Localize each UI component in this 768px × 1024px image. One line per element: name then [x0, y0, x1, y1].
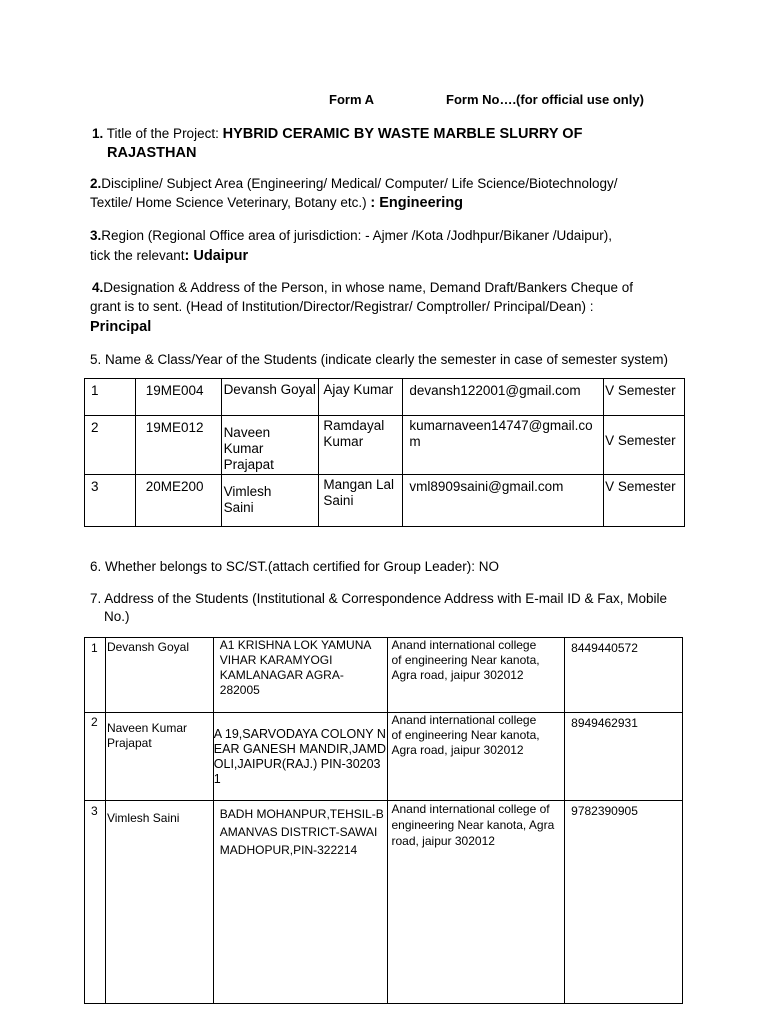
student-semester: V Semester [604, 416, 685, 475]
q4-line1: Designation & Address of the Person, in whose name, Demand Draft/Bankers Cheque of [103, 280, 634, 295]
student-sno: 2 [85, 416, 136, 475]
question-7: 7. Address of the Students (Institutional & Correspondence Address with E-mail ID & Fax, Mobile [90, 591, 668, 606]
student-name: Naveen Kumar Prajapat [221, 416, 319, 475]
addresses-table [84, 637, 683, 1004]
q4-line2: grant is to sent. (Head of Institution/Director/Registrar/ Comptroller/ Principal/Dean) : [90, 299, 594, 314]
q2-number: 2. [90, 176, 102, 191]
table-row [85, 475, 685, 527]
question-6: 6. Whether belongs to SC/ST.(attach certified for Group Leader): NO [90, 559, 499, 574]
form-number: Form No….(for official use only) [446, 92, 644, 107]
address-name: Naveen Kumar Prajapat [105, 713, 213, 801]
student-father: Mangan Lal Saini [319, 475, 403, 527]
question-7-line2: No.) [104, 609, 130, 624]
student-email: kumarnaveen14747@gmail.com [403, 416, 604, 475]
student-roll: 19ME012 [135, 416, 221, 475]
q1-value-line2: RAJASTHAN [107, 145, 197, 161]
student-sno: 3 [85, 475, 136, 527]
student-sno: 1 [85, 379, 136, 416]
address-name: Vimlesh Saini [105, 801, 213, 1004]
q2-value: : Engineering [370, 195, 464, 211]
address-college: Anand international college of engineering Near kanota, Agra road, jaipur 302012 [387, 638, 565, 713]
q1-label: Title of the Project: [106, 126, 219, 141]
student-roll: 20ME200 [135, 475, 221, 527]
address-name: Devansh Goyal [105, 638, 213, 713]
q3-line2: tick the relevant [90, 248, 185, 263]
q4-value: Principal [90, 319, 152, 335]
student-father: Ramdayal Kumar [319, 416, 403, 475]
address-home: A 19,SARVODAYA COLONY NEAR GANESH MANDIR,JAMDOLI,JAIPUR(RAJ.) PIN-302031 [213, 713, 387, 801]
question-1 [92, 124, 732, 144]
student-name: Devansh Goyal [221, 379, 319, 416]
address-college: Anand international college of engineering Near kanota, Agra road, jaipur 302012 [387, 801, 565, 1004]
student-semester: V Semester [604, 475, 685, 527]
table-row [85, 416, 685, 475]
form-label: Form A [329, 92, 375, 107]
address-mobile: 8449440572 [565, 638, 683, 713]
question-3 [90, 226, 750, 246]
table-row [85, 713, 683, 801]
q3-value: : Udaipur [184, 248, 249, 264]
q3-number: 3. [90, 228, 102, 243]
question-5: 5. Name & Class/Year of the Students (indicate clearly the semester in case of semester system) [90, 352, 669, 367]
students-table [84, 378, 685, 527]
student-email: devansh122001@gmail.com [403, 379, 604, 416]
student-semester: V Semester [604, 379, 685, 416]
student-father: Ajay Kumar [319, 379, 403, 416]
address-sno: 1 [85, 638, 106, 713]
q4-number: 4. [92, 280, 104, 295]
table-row [85, 801, 683, 1004]
student-name: Vimlesh Saini [221, 475, 319, 527]
q2-line2: Textile/ Home Science Veterinary, Botany etc.) [90, 195, 367, 210]
question-2-line2 [90, 193, 750, 213]
address-college: Anand international college of engineering Near kanota, Agra road, jaipur 302012 [387, 713, 565, 801]
q2-line1: Discipline/ Subject Area (Engineering/ Medical/ Computer/ Life Science/Biotechnology/ [101, 176, 618, 191]
address-sno: 3 [85, 801, 106, 1004]
student-roll: 19ME004 [135, 379, 221, 416]
q1-value: HYBRID CERAMIC BY WASTE MARBLE SLURRY OF [222, 126, 583, 142]
address-sno: 2 [85, 713, 106, 801]
question-3-line2 [90, 246, 248, 266]
table-row [85, 638, 683, 713]
table-row [85, 379, 685, 416]
question-4 [92, 278, 752, 298]
q3-line1: Region (Regional Office area of jurisdiction: - Ajmer /Kota /Jodhpur/Bikaner /Udaipur), [101, 228, 613, 243]
address-home: A1 KRISHNA LOK YAMUNA VIHAR KARAMYOGI KAMLANAGAR AGRA-282005 [213, 638, 387, 713]
address-mobile: 8949462931 [565, 713, 683, 801]
question-2 [90, 174, 750, 194]
address-mobile: 9782390905 [565, 801, 683, 1004]
address-home: BADH MOHANPUR,TEHSIL-BAMANVAS DISTRICT-SAWAI MADHOPUR,PIN-322214 [213, 801, 387, 1004]
student-email: vml8909saini@gmail.com [403, 475, 604, 527]
q1-number: 1. [92, 126, 104, 141]
